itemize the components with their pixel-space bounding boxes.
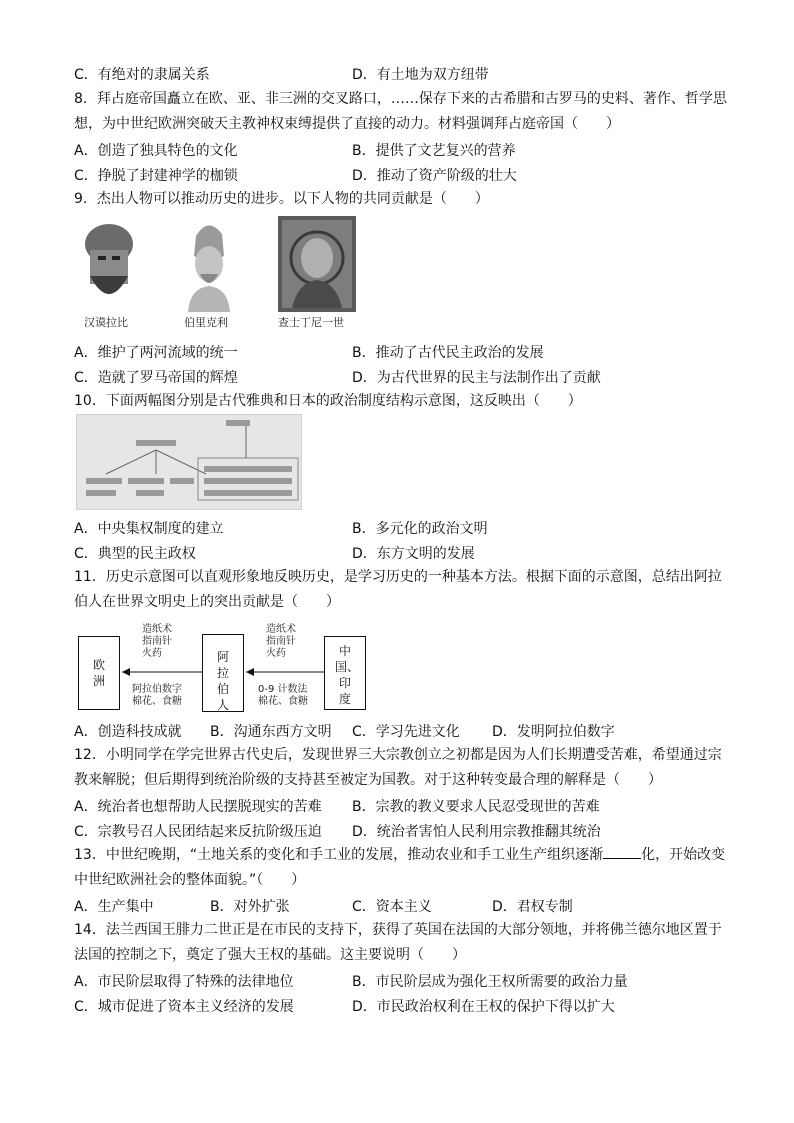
q9-option-c: C．造就了罗马帝国的辉煌 — [74, 370, 238, 386]
q14-option-c: C．城市促进了资本主义经济的发展 — [74, 999, 294, 1015]
pericles-bust — [178, 216, 238, 312]
q10-option-c: C．典型的民主政权 — [74, 546, 196, 562]
q10-option-b: B．多元化的政治文明 — [352, 521, 488, 537]
q8-option-a: A．创造了独具特色的文化 — [74, 143, 238, 159]
figure-caption-justinian: 查士丁尼一世 — [278, 316, 344, 329]
q14-option-d: D．市民政治权利在王权的保护下得以扩大 — [352, 999, 615, 1015]
q11-option-a: A．创造科技成就 — [74, 724, 182, 740]
q12-option-d: D．统治者害怕人民利用宗教推翻其统治 — [352, 824, 601, 840]
q13-stem-line2: 中世纪欧洲社会的整体面貌。”（ ） — [74, 872, 306, 888]
q8-stem-line2: 想，为中世纪欧洲突破天主教神权束缚提供了直接的动力。材料强调拜占庭帝国（ ） — [74, 116, 620, 132]
q8-option-b: B．提供了文艺复兴的营养 — [352, 143, 516, 159]
q7-option-d: D．有土地为双方纽带 — [352, 67, 489, 83]
left-top-item-2: 指南针 — [142, 636, 172, 647]
q10-option-a: A．中央集权制度的建立 — [74, 521, 224, 537]
q14-option-b: B．市民阶层成为强化王权所需要的政治力量 — [352, 974, 628, 990]
q13-blank — [603, 846, 641, 859]
q11-stem-line1: 11．历史示意图可以直观形象地反映历史，是学习历史的一种基本方法。根据下面的示意图，总结出阿拉 — [74, 569, 722, 585]
q8-option-d: D．推动了资产阶级的壮大 — [352, 168, 517, 184]
q13-stem-part2: 化，开始改变 — [641, 847, 726, 863]
q12-stem-line2: 教来解脱；但后期得到统治阶级的支持甚至被定为国教。对于这种转变最合理的解释是（ ） — [74, 772, 662, 788]
q11-stem-line2: 伯人在世界文明史上的突出贡献是（ ） — [74, 594, 340, 610]
q8-option-c: C．挣脱了封建神学的枷锁 — [74, 168, 238, 184]
arab-label: 阿拉伯人 — [216, 650, 229, 712]
right-top-item-2: 指南针 — [266, 636, 296, 647]
right-top-item-1: 造纸术 — [266, 624, 296, 635]
q10-stem: 10．下面两幅图分别是古代雅典和日本的政治制度结构示意图，这反映出（ ） — [74, 393, 582, 409]
left-top-item-1: 造纸术 — [142, 624, 172, 635]
q13-option-a: A．生产集中 — [74, 899, 154, 915]
q11-option-c: C．学习先进文化 — [352, 724, 460, 740]
figure-caption-hammurabi: 汉谟拉比 — [84, 316, 128, 329]
q11-option-b: B．沟通东西方文明 — [210, 724, 332, 740]
q13-stem-part1: 13．中世纪晚期，“土地关系的变化和手工业的发展，推动农业和手工业生产组织逐渐 — [74, 847, 604, 863]
right-bottom-item-2: 棉花、食糖 — [258, 696, 308, 707]
arrow-left-icon — [76, 620, 366, 716]
q9-stem: 9．杰出人物可以推动历史的进步。以下人物的共同贡献是（ ） — [74, 191, 489, 207]
right-bottom-item-1: 0-9 计数法 — [258, 684, 308, 695]
q14-stem-line1: 14．法兰西国王腓力二世正是在市民的支持下，获得了英国在法国的大部分领地，并将佛兰德尔地区置于 — [74, 922, 722, 938]
q9-option-d: D．为古代世界的民主与法制作出了贡献 — [352, 370, 601, 386]
q13-option-c: C．资本主义 — [352, 899, 432, 915]
left-top-item-3: 火药 — [142, 648, 162, 659]
q10-option-d: D．东方文明的发展 — [352, 546, 475, 562]
figure-caption-pericles: 伯里克利 — [184, 316, 228, 329]
q9-portraits-figure — [74, 214, 364, 332]
europe-label: 欧洲 — [92, 658, 105, 688]
right-top-item-3: 火药 — [266, 648, 286, 659]
q14-option-a: A．市民阶层取得了特殊的法律地位 — [74, 974, 294, 990]
hammurabi-portrait — [76, 216, 142, 312]
q13-option-b: B．对外扩张 — [210, 899, 290, 915]
q7-option-c: C．有绝对的隶属关系 — [74, 67, 210, 83]
q12-option-a: A．统治者也想帮助人民摆脱现实的苦难 — [74, 799, 322, 815]
left-bottom-item-1: 阿拉伯数字 — [132, 684, 182, 695]
q12-option-b: B．宗教的教义要求人民忍受现世的苦难 — [352, 799, 600, 815]
athens-japan-political-structure-image — [76, 414, 302, 510]
q9-option-b: B．推动了古代民主政治的发展 — [352, 345, 544, 361]
q8-stem-line1: 8．拜占庭帝国矗立在欧、亚、非三洲的交叉路口，……保存下来的古希腊和古罗马的史料、著作、哲学思 — [74, 91, 727, 107]
q14-stem-line2: 法国的控制之下，奠定了强大王权的基础。这主要说明（ ） — [74, 947, 466, 963]
q13-option-d: D．君权专制 — [492, 899, 573, 915]
q11-option-d: D．发明阿拉伯数字 — [492, 724, 615, 740]
q12-option-c: C．宗教号召人民团结起来反抗阶级压迫 — [74, 824, 322, 840]
q9-option-a: A．维护了两河流域的统一 — [74, 345, 238, 361]
left-bottom-item-2: 棉花、食糖 — [132, 696, 182, 707]
q12-stem-line1: 12．小明同学在学完世界古代史后，发现世界三大宗教创立之初都是因为人们长期遭受苦难，希望通过宗 — [74, 747, 722, 763]
arab-exchange-diagram — [76, 620, 366, 716]
justinian-mosaic — [278, 216, 356, 312]
q13-stem-line1 — [74, 846, 725, 864]
china-india-label: 中国、印度 — [335, 644, 360, 706]
